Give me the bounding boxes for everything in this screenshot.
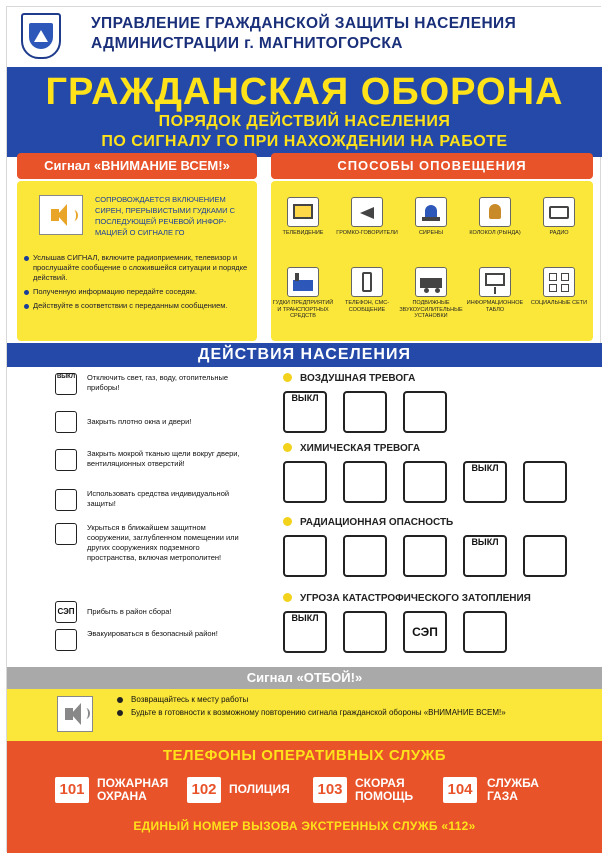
title-banner: [7, 67, 602, 157]
method-item: [463, 197, 527, 237]
speaker-icon: [57, 696, 93, 732]
action-text: Эвакуироваться в безопасный район!: [87, 629, 218, 638]
main-title: ГРАЖДАНСКАЯ ОБОРОНА: [45, 71, 564, 113]
emergency-number: ЕДИНЫЙ НОМЕР ВЫЗОВА ЭКСТРЕННЫХ СЛУЖБ «112»: [133, 819, 476, 833]
methods-heading: СПОСОБЫ ОПОВЕЩЕНИЯ: [271, 153, 593, 179]
evacuation-icon: [463, 611, 507, 653]
phone-number-police: 102: [187, 777, 221, 803]
power-off-icon: ВЫКЛ: [283, 611, 327, 653]
threat-radiation: РАДИАЦИОННАЯ ОПАСНОСТЬ: [283, 517, 453, 528]
social-network-icon: [543, 267, 575, 297]
power-off-icon: ВЫКЛ: [283, 391, 327, 433]
phones-heading: ТЕЛЕФОНЫ ОПЕРАТИВНЫХ СЛУЖБ: [162, 747, 447, 764]
subtitle-1: ПОРЯДОК ДЕЙСТВИЙ НАСЕЛЕНИЯ: [158, 113, 451, 130]
shelter-icon: [523, 461, 567, 503]
shelter-icon: [55, 523, 77, 545]
method-item: [399, 197, 463, 237]
method-label: ГУДКИ ПРЕДПРИЯТИЙ И ТРАНСПОРТНЫХ СРЕДСТВ: [272, 300, 334, 319]
threat-air: ВОЗДУШНАЯ ТРЕВОГА: [283, 373, 415, 384]
action-text: Использовать средства индивидуальной защиты!: [87, 489, 230, 508]
list-item: Полученную информацию передайте соседям.: [23, 287, 253, 297]
method-label: ГРОМКО-ГОВОРИТЕЛИ: [336, 230, 398, 236]
power-off-icon: ВЫКЛ: [463, 461, 507, 503]
subtitle-2: ПО СИГНАЛУ ГО ПРИ НАХОЖДЕНИИ НА РАБОТЕ: [101, 133, 508, 150]
gas-mask-icon: [283, 461, 327, 503]
power-off-icon: ВЫКЛ: [55, 373, 77, 395]
list-item: Действуйте в соответствии с переданным сообщением.: [23, 301, 253, 311]
seal-gaps-icon: [55, 449, 77, 471]
bullet-icon: [283, 373, 292, 382]
truck-icon: [415, 267, 447, 297]
list-item: Услышав СИГНАЛ, включите радиоприемник, телевизор и прослушайте сообщение о сложившейся ситуации и порядке действий.: [23, 253, 253, 283]
method-item: [335, 267, 399, 313]
method-item: [271, 267, 335, 320]
speaker-icon: [39, 195, 83, 235]
phone-label-ambulance: СКОРАЯ ПОМОЩЬ: [355, 776, 414, 803]
phone-label-fire: ПОЖАРНАЯ ОХРАНА: [97, 776, 169, 803]
header-line-2: АДМИНИСТРАЦИИ г. МАГНИТОГОРСКА: [91, 35, 403, 52]
method-item: [527, 267, 591, 307]
method-label: ПОДВИЖНЫЕ ЗВУКОУСИЛИТЕЛЬНЫЕ УСТАНОВКИ: [399, 300, 463, 319]
method-label: КОЛОКОЛ (РЫНДА): [469, 230, 521, 236]
close-door-icon: [343, 611, 387, 653]
header-line-1: УПРАВЛЕНИЕ ГРАЖДАНСКОЙ ЗАЩИТЫ НАСЕЛЕНИЯ: [91, 15, 517, 32]
siren-icon: [415, 197, 447, 227]
method-label: СИРЕНЫ: [418, 230, 444, 236]
seal-gaps-icon: [403, 461, 447, 503]
phone-label-police: ПОЛИЦИЯ: [229, 782, 290, 796]
close-door-icon: [343, 461, 387, 503]
bullet-icon: [283, 593, 292, 602]
method-label: РАДИО: [549, 230, 569, 236]
action-text: Закрыть плотно окна и двери!: [87, 417, 192, 426]
action-text: Прибыть в район сбора!: [87, 607, 172, 616]
close-door-icon: [343, 391, 387, 433]
list-item: Будьте в готовности к возможному повторению сигнала гражданской обороны «ВНИМАНИЕ ВСЕМ!»: [117, 708, 537, 718]
bullet-icon: [283, 443, 292, 452]
method-label: СОЦИАЛЬНЫЕ СЕТИ: [530, 300, 588, 306]
method-item: [463, 267, 527, 313]
action-text: Отключить свет, газ, воду, отопительные приборы!: [87, 373, 229, 392]
factory-icon: [287, 267, 319, 297]
bullet-icon: [283, 517, 292, 526]
alarm-description: СОПРОВОЖДАЕТСЯ ВКЛЮЧЕНИЕМ СИРЕН, ПРЕРЫВИСТЫМИ ГУДКАМИ С ПОСЛЕДУЮЩЕЙ РЕЧЕВОЙ ИНФОР-МАЦИЕЙ О СИГНАЛЕ ГО: [95, 195, 236, 237]
method-label: ИНФОРМАЦИОННОЕ ТАБЛО: [466, 300, 524, 313]
bell-icon: [479, 197, 511, 227]
method-item: [527, 197, 591, 237]
seal-gaps-icon: [403, 535, 447, 577]
action-text: Закрыть мокрой тканью щели вокруг двери, вентиляционных отверстий!: [87, 449, 240, 468]
close-door-icon: [343, 535, 387, 577]
phone-number-fire: 101: [55, 777, 89, 803]
header: [7, 7, 602, 67]
loudspeaker-icon: [351, 197, 383, 227]
threat-chemical: ХИМИЧЕСКАЯ ТРЕВОГА: [283, 443, 420, 454]
method-item: [399, 267, 463, 320]
radio-icon: [543, 197, 575, 227]
shelter-icon: [403, 391, 447, 433]
phone-number-gas: 104: [443, 777, 477, 803]
tv-icon: [287, 197, 319, 227]
method-label: ТЕЛЕФОН, СМС-СООБЩЕНИЕ: [344, 300, 390, 313]
list-item: Возвращайтесь к месту работы: [117, 695, 537, 705]
action-text: Укрыться в ближайшем защитном сооружении, заглубленном помещении или других сооружениях подземного пространства, включая метрополитен!: [87, 523, 239, 562]
alarm-list: [23, 253, 253, 315]
info-board-icon: [479, 267, 511, 297]
coat-of-arms-icon: [21, 13, 61, 59]
assembly-point-icon: СЭП: [55, 601, 77, 623]
all-clear-panel: [7, 689, 602, 741]
shelter-icon: [523, 535, 567, 577]
assembly-point-icon: СЭП: [403, 611, 447, 653]
actions-heading: ДЕЙСТВИЯ НАСЕЛЕНИЯ: [7, 343, 602, 367]
close-door-icon: [55, 411, 77, 433]
phone-icon: [351, 267, 383, 297]
all-clear-list: [117, 695, 537, 721]
all-clear-heading: Сигнал «ОТБОЙ!»: [7, 667, 602, 689]
poster: [6, 6, 601, 852]
gas-mask-icon: [55, 489, 77, 511]
phones-panel: [7, 741, 602, 853]
evacuation-icon: [55, 629, 77, 651]
methods-panel: [271, 181, 593, 341]
phone-number-ambulance: 103: [313, 777, 347, 803]
phone-label-gas: СЛУЖБА ГАЗА: [487, 776, 539, 803]
method-item: [335, 197, 399, 237]
actions-panel: [7, 367, 602, 667]
gas-mask-icon: [283, 535, 327, 577]
alarm-heading: Сигнал «ВНИМАНИЕ ВСЕМ!»: [17, 153, 257, 179]
power-off-icon: ВЫКЛ: [463, 535, 507, 577]
alarm-panel: [17, 181, 257, 341]
threat-flood: УГРОЗА КАТАСТРОФИЧЕСКОГО ЗАТОПЛЕНИЯ: [283, 593, 531, 604]
method-item: [271, 197, 335, 237]
method-label: ТЕЛЕВИДЕНИЕ: [282, 230, 324, 236]
